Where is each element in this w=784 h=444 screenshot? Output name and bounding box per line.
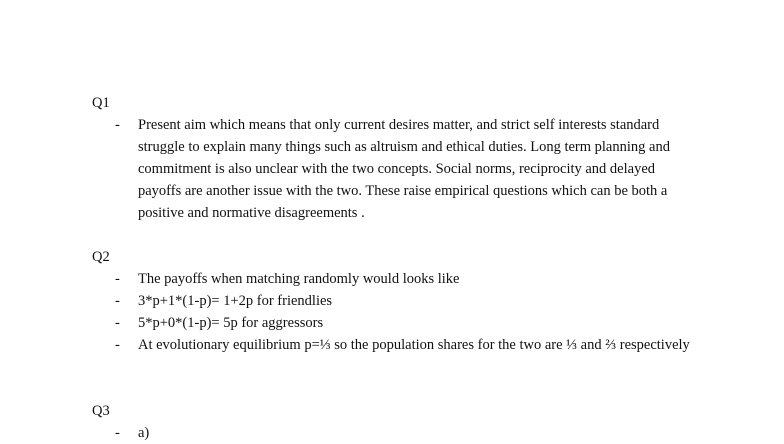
section-heading-q2: Q2 [92,249,110,265]
bullet-dash: - [115,425,120,441]
list-item-text: 3*p+1*(1-p)= 1+2p for friendlies [138,293,333,309]
q1-list [0,114,698,224]
list-item-text: a) [138,425,150,441]
list-item [0,334,698,356]
bullet-dash: - [115,315,120,331]
bullet-dash: - [115,271,120,287]
bullet-dash: - [115,293,120,309]
list-item [0,114,698,224]
list-item-text: Present aim which means that only current desires matter, and strict self interests standard struggle to explain many things such as altruism and ethical duties. Long term planning and commitment is also unclear with the two concepts. Social norms, reciprocity and delayed payoffs are another issue with the two. These raise empirical questions which can be both a positive and normative disagreements . [138,117,670,221]
list-item [0,290,698,312]
section-heading-q3: Q3 [92,403,110,419]
bullet-dash: - [115,117,120,133]
list-item [0,312,698,334]
list-item-text: At evolutionary equilibrium p=⅓ so the population shares for the two are ⅓ and ⅔ respectively [138,337,690,353]
list-item-text: The payoffs when matching randomly would looks like [138,271,460,287]
list-item [0,268,698,290]
list-item-text: 5*p+0*(1-p)= 5p for aggressors [138,315,324,331]
q2-list [0,268,698,356]
section-heading-q1: Q1 [92,95,110,111]
bullet-dash: - [115,337,120,353]
